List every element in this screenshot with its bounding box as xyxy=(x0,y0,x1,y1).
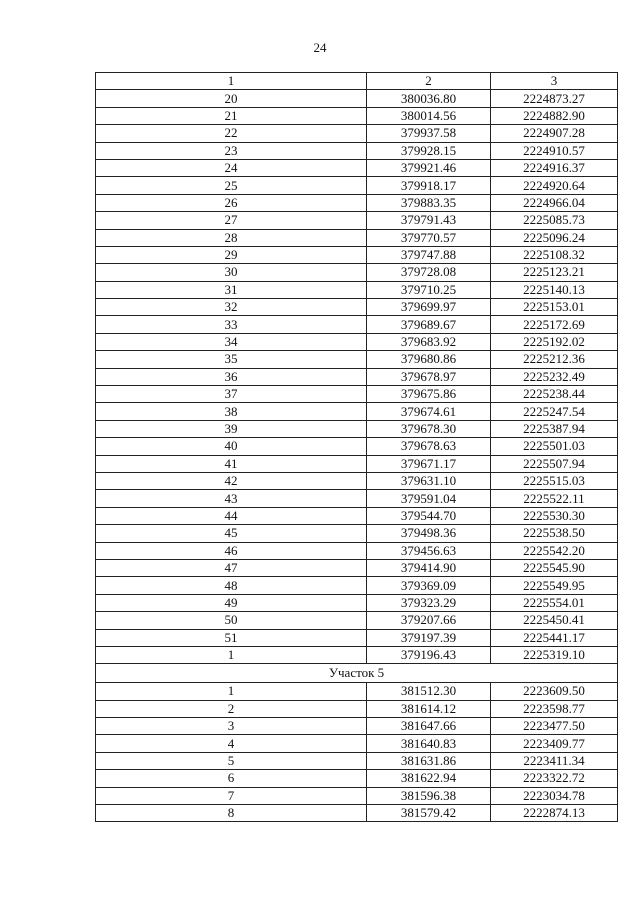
point-number-cell: 38 xyxy=(96,403,367,420)
x-coordinate-cell: 379699.97 xyxy=(367,299,491,316)
table-header-row xyxy=(96,73,618,90)
y-coordinate-cell: 2224966.04 xyxy=(491,194,618,211)
page-number: 24 xyxy=(313,40,327,55)
x-coordinate-cell: 379678.97 xyxy=(367,368,491,385)
y-coordinate-cell: 3 xyxy=(491,73,618,90)
y-coordinate-cell: 2223409.77 xyxy=(491,735,618,752)
y-coordinate-cell: 2225542.20 xyxy=(491,542,618,559)
table-row xyxy=(96,299,618,316)
x-coordinate-cell: 379710.25 xyxy=(367,281,491,298)
y-coordinate-cell: 2225545.90 xyxy=(491,559,618,576)
y-coordinate-cell: 2224920.64 xyxy=(491,177,618,194)
table-row xyxy=(96,559,618,576)
y-coordinate-cell: 2225212.36 xyxy=(491,351,618,368)
x-coordinate-cell: 379728.08 xyxy=(367,264,491,281)
y-coordinate-cell: 2225096.24 xyxy=(491,229,618,246)
table-row xyxy=(96,368,618,385)
y-coordinate-cell: 2225140.13 xyxy=(491,281,618,298)
point-number-cell: 37 xyxy=(96,386,367,403)
x-coordinate-cell: 379675.86 xyxy=(367,386,491,403)
x-coordinate-cell: 379369.09 xyxy=(367,577,491,594)
x-coordinate-cell: 379770.57 xyxy=(367,229,491,246)
y-coordinate-cell: 2225515.03 xyxy=(491,472,618,489)
y-coordinate-cell: 2224882.90 xyxy=(491,107,618,124)
section-title: Участок 5 xyxy=(96,664,618,683)
y-coordinate-cell: 2225522.11 xyxy=(491,490,618,507)
point-number-cell: 39 xyxy=(96,420,367,437)
point-number-cell: 45 xyxy=(96,525,367,542)
point-number-cell: 41 xyxy=(96,455,367,472)
x-coordinate-cell: 381596.38 xyxy=(367,787,491,804)
y-coordinate-cell: 2223609.50 xyxy=(491,683,618,700)
x-coordinate-cell: 380014.56 xyxy=(367,107,491,124)
point-number-cell: 21 xyxy=(96,107,367,124)
table-row xyxy=(96,403,618,420)
table-row xyxy=(96,472,618,489)
x-coordinate-cell: 379323.29 xyxy=(367,594,491,611)
point-number-cell: 43 xyxy=(96,490,367,507)
x-coordinate-cell: 379680.86 xyxy=(367,351,491,368)
x-coordinate-cell: 379591.04 xyxy=(367,490,491,507)
x-coordinate-cell: 381647.66 xyxy=(367,718,491,735)
point-number-cell: 36 xyxy=(96,368,367,385)
point-number-cell: 49 xyxy=(96,594,367,611)
y-coordinate-cell: 2225172.69 xyxy=(491,316,618,333)
point-number-cell: 6 xyxy=(96,770,367,787)
point-number-cell: 42 xyxy=(96,472,367,489)
table-row xyxy=(96,752,618,769)
table-row xyxy=(96,577,618,594)
y-coordinate-cell: 2223322.72 xyxy=(491,770,618,787)
y-coordinate-cell: 2224907.28 xyxy=(491,125,618,142)
x-coordinate-cell: 379918.17 xyxy=(367,177,491,194)
point-number-cell: 51 xyxy=(96,629,367,646)
point-number-cell: 26 xyxy=(96,194,367,211)
y-coordinate-cell: 2225238.44 xyxy=(491,386,618,403)
point-number-cell: 28 xyxy=(96,229,367,246)
point-number-cell: 27 xyxy=(96,212,367,229)
x-coordinate-cell: 381622.94 xyxy=(367,770,491,787)
x-coordinate-cell: 379544.70 xyxy=(367,507,491,524)
table-row xyxy=(96,229,618,246)
table-row xyxy=(96,264,618,281)
x-coordinate-cell: 379414.90 xyxy=(367,559,491,576)
point-number-cell: 48 xyxy=(96,577,367,594)
table-row xyxy=(96,594,618,611)
table-row xyxy=(96,212,618,229)
point-number-cell: 22 xyxy=(96,125,367,142)
coordinates-table xyxy=(95,72,618,822)
x-coordinate-cell: 381614.12 xyxy=(367,700,491,717)
y-coordinate-cell: 2225549.95 xyxy=(491,577,618,594)
y-coordinate-cell: 2225108.32 xyxy=(491,246,618,263)
x-coordinate-cell: 379883.35 xyxy=(367,194,491,211)
y-coordinate-cell: 2225441.17 xyxy=(491,629,618,646)
x-coordinate-cell: 379683.92 xyxy=(367,333,491,350)
y-coordinate-cell: 2225153.01 xyxy=(491,299,618,316)
x-coordinate-cell: 381579.42 xyxy=(367,805,491,822)
x-coordinate-cell: 379928.15 xyxy=(367,142,491,159)
point-number-cell: 1 xyxy=(96,683,367,700)
y-coordinate-cell: 2225450.41 xyxy=(491,612,618,629)
table-row xyxy=(96,700,618,717)
table-row xyxy=(96,787,618,804)
point-number-cell: 1 xyxy=(96,73,367,90)
y-coordinate-cell: 2223598.77 xyxy=(491,700,618,717)
point-number-cell: 1 xyxy=(96,646,367,663)
x-coordinate-cell: 379196.43 xyxy=(367,646,491,663)
table-row xyxy=(96,455,618,472)
table-row xyxy=(96,770,618,787)
point-number-cell: 30 xyxy=(96,264,367,281)
x-coordinate-cell: 381512.30 xyxy=(367,683,491,700)
y-coordinate-cell: 2225192.02 xyxy=(491,333,618,350)
x-coordinate-cell: 379674.61 xyxy=(367,403,491,420)
y-coordinate-cell: 2225530.30 xyxy=(491,507,618,524)
y-coordinate-cell: 2225387.94 xyxy=(491,420,618,437)
x-coordinate-cell: 379631.10 xyxy=(367,472,491,489)
table-row xyxy=(96,107,618,124)
point-number-cell: 32 xyxy=(96,299,367,316)
table-row xyxy=(96,125,618,142)
table-row xyxy=(96,177,618,194)
point-number-cell: 34 xyxy=(96,333,367,350)
point-number-cell: 2 xyxy=(96,700,367,717)
y-coordinate-cell: 2224873.27 xyxy=(491,90,618,107)
table-row xyxy=(96,646,618,663)
x-coordinate-cell: 379689.67 xyxy=(367,316,491,333)
point-number-cell: 35 xyxy=(96,351,367,368)
x-coordinate-cell: 379937.58 xyxy=(367,125,491,142)
point-number-cell: 25 xyxy=(96,177,367,194)
table-row xyxy=(96,246,618,263)
point-number-cell: 5 xyxy=(96,752,367,769)
x-coordinate-cell: 379456.63 xyxy=(367,542,491,559)
point-number-cell: 23 xyxy=(96,142,367,159)
y-coordinate-cell: 2225501.03 xyxy=(491,438,618,455)
point-number-cell: 20 xyxy=(96,90,367,107)
y-coordinate-cell: 2222874.13 xyxy=(491,805,618,822)
table-row xyxy=(96,490,618,507)
x-coordinate-cell: 381640.83 xyxy=(367,735,491,752)
table-row xyxy=(96,281,618,298)
x-coordinate-cell: 380036.80 xyxy=(367,90,491,107)
table-row xyxy=(96,90,618,107)
table-row xyxy=(96,718,618,735)
y-coordinate-cell: 2225507.94 xyxy=(491,455,618,472)
y-coordinate-cell: 2225085.73 xyxy=(491,212,618,229)
table-row xyxy=(96,683,618,700)
table-row xyxy=(96,142,618,159)
point-number-cell: 8 xyxy=(96,805,367,822)
point-number-cell: 50 xyxy=(96,612,367,629)
table-row xyxy=(96,542,618,559)
point-number-cell: 3 xyxy=(96,718,367,735)
table-row xyxy=(96,386,618,403)
section-header-row xyxy=(96,664,618,683)
point-number-cell: 4 xyxy=(96,735,367,752)
y-coordinate-cell: 2225247.54 xyxy=(491,403,618,420)
x-coordinate-cell: 381631.86 xyxy=(367,752,491,769)
x-coordinate-cell: 379678.30 xyxy=(367,420,491,437)
table-row xyxy=(96,333,618,350)
point-number-cell: 47 xyxy=(96,559,367,576)
point-number-cell: 46 xyxy=(96,542,367,559)
point-number-cell: 44 xyxy=(96,507,367,524)
x-coordinate-cell: 379678.63 xyxy=(367,438,491,455)
table-row xyxy=(96,194,618,211)
table-row xyxy=(96,438,618,455)
y-coordinate-cell: 2224916.37 xyxy=(491,159,618,176)
point-number-cell: 7 xyxy=(96,787,367,804)
y-coordinate-cell: 2223477.50 xyxy=(491,718,618,735)
x-coordinate-cell: 379498.36 xyxy=(367,525,491,542)
y-coordinate-cell: 2223034.78 xyxy=(491,787,618,804)
y-coordinate-cell: 2224910.57 xyxy=(491,142,618,159)
y-coordinate-cell: 2225319.10 xyxy=(491,646,618,663)
x-coordinate-cell: 379671.17 xyxy=(367,455,491,472)
point-number-cell: 24 xyxy=(96,159,367,176)
table-row xyxy=(96,525,618,542)
table-row xyxy=(96,805,618,822)
y-coordinate-cell: 2225232.49 xyxy=(491,368,618,385)
table-row xyxy=(96,420,618,437)
x-coordinate-cell: 2 xyxy=(367,73,491,90)
y-coordinate-cell: 2225538.50 xyxy=(491,525,618,542)
table-row xyxy=(96,351,618,368)
table-row xyxy=(96,159,618,176)
table-row xyxy=(96,612,618,629)
y-coordinate-cell: 2225554.01 xyxy=(491,594,618,611)
x-coordinate-cell: 379207.66 xyxy=(367,612,491,629)
table-row xyxy=(96,316,618,333)
table-row xyxy=(96,735,618,752)
x-coordinate-cell: 379747.88 xyxy=(367,246,491,263)
x-coordinate-cell: 379197.39 xyxy=(367,629,491,646)
point-number-cell: 31 xyxy=(96,281,367,298)
point-number-cell: 29 xyxy=(96,246,367,263)
table-row xyxy=(96,507,618,524)
y-coordinate-cell: 2223411.34 xyxy=(491,752,618,769)
y-coordinate-cell: 2225123.21 xyxy=(491,264,618,281)
table-row xyxy=(96,629,618,646)
point-number-cell: 40 xyxy=(96,438,367,455)
point-number-cell: 33 xyxy=(96,316,367,333)
x-coordinate-cell: 379791.43 xyxy=(367,212,491,229)
x-coordinate-cell: 379921.46 xyxy=(367,159,491,176)
